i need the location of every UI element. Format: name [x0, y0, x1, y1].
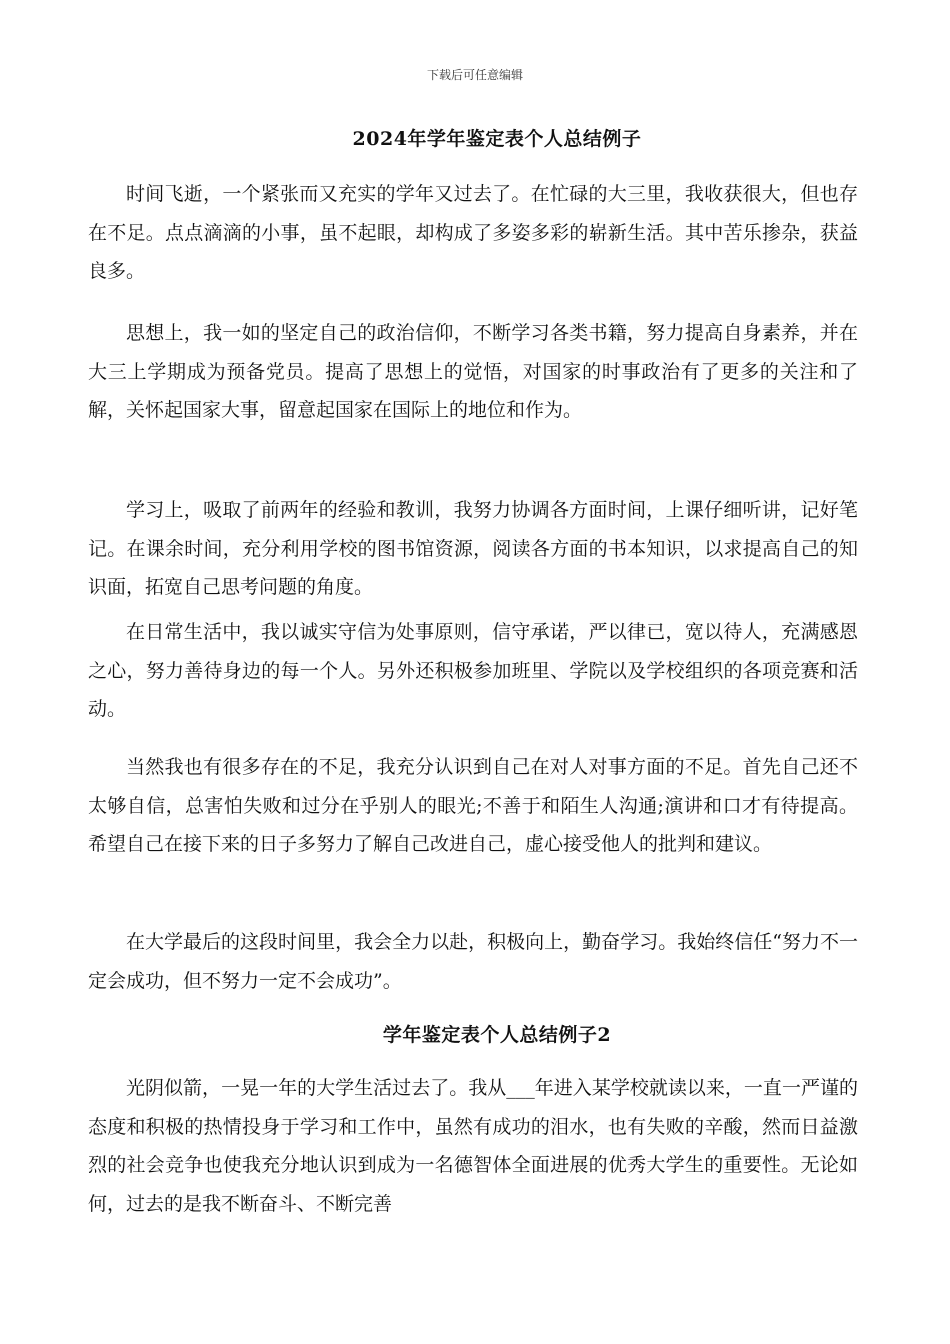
- paragraph-1: 时间飞逝，一个紧张而又充实的学年又过去了。在忙碌的大三里，我收获很大，但也存在不足。点点滴滴的小事，虽不起眼，却构成了多姿多彩的崭新生活。其中苦乐掺杂，获益良多。: [88, 183, 858, 282]
- paragraph-4: 在日常生活中，我以诚实守信为处事原则，信守承诺，严以律已，宽以待人，充满感恩之心，努力善待身边的每一个人。另外还积极参加班里、学院以及学校组织的各项竞赛和活动。: [88, 621, 858, 720]
- paragraph-7: 光阴似箭，一晃一年的大学生活过去了。我从___年进入某学校就读以来，一直一严谨的态度和积极的热情投身于学习和工作中，虽然有成功的泪水，也有失败的辛酸，然而日益激烈的社会竞争也使我充分地认识到成为一名德智体全面进展的优秀大学生的重要性。无论如何，过去的是我不断奋斗、不断完善: [88, 1077, 858, 1215]
- paragraph-6: 在大学最后的这段时间里，我会全力以赴，积极向上，勤奋学习。我始终信任“努力不一定会成功，但不努力一定不会成功”。: [88, 931, 858, 992]
- paragraph-3: 学习上，吸取了前两年的经验和教训，我努力协调各方面时间，上课仔细听讲，记好笔记。在课余时间，充分利用学校的图书馆资源，阅读各方面的书本知识，以求提高自己的知识面，拓宽自己思考问题的角度。: [88, 499, 858, 598]
- page-header: 下载后可任意编辑: [426, 68, 523, 82]
- paragraph-2: 思想上，我一如的坚定自己的政治信仰，不断学习各类书籍，努力提高自身素养，并在大三上学期成为预备党员。提高了思想上的觉悟，对国家的时事政治有了更多的关注和了解，关怀起国家大事，留意起国家在国际上的地位和作为。: [88, 322, 858, 421]
- section-title-2: 学年鉴定表个人总结例子2: [382, 1024, 612, 1046]
- document-title: 2024年学年鉴定表个人总结例子: [352, 128, 642, 150]
- paragraph-5: 当然我也有很多存在的不足，我充分认识到自己在对人对事方面的不足。首先自己还不太够自信，总害怕失败和过分在乎别人的眼光;不善于和陌生人沟通;演讲和口才有待提高。希望自己在接下来的日子多努力了解自己改进自己，虚心接受他人的批判和建议。: [88, 756, 858, 855]
